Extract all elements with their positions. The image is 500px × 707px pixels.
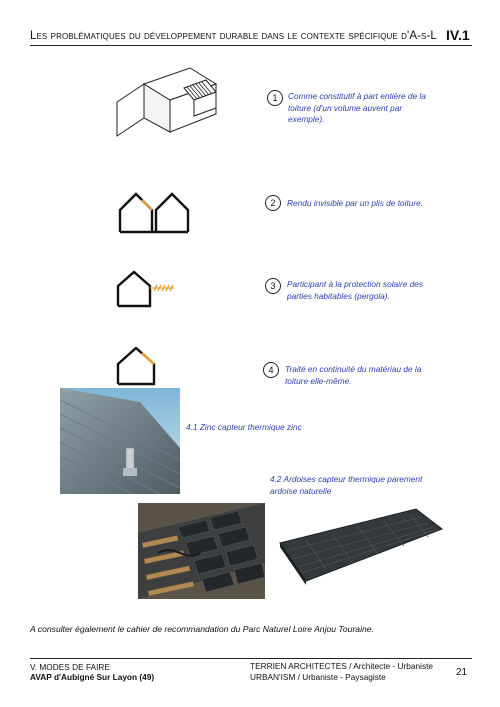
diagram-roof-fold [116,190,192,234]
header-rule [30,45,472,46]
page-number: 21 [456,667,468,678]
photo-caption-ardoise: 4.2 Ardoises capteur thermique parement ardoise naturelle [270,474,423,496]
footer-section: V. MODES DE FAIRE [30,662,110,672]
item-number-3: 3 [265,278,281,294]
item-text-1: Comme constitutif à part entière de la toiture (d'un volume auvent par exemple). [288,91,426,124]
reference-note: A consulter également le cahier de recommandation du Parc Naturel Loire Anjou Touraine. [30,624,374,634]
diagram-roof-continuity [114,344,164,386]
section-code: IV.1 [446,27,470,43]
photo-slate-panel [276,503,446,587]
footer-rule [30,658,472,659]
item-number-1: 1 [267,90,283,106]
photo-zinc-roof [60,388,180,494]
item-number-2: 2 [265,195,281,211]
footer-firm-1: TERRIEN ARCHITECTES / Architecte - Urbaniste [250,661,434,671]
item-number-4: 4 [263,362,279,378]
item-text-4: Traité en continuité du matériau de la toiture elle-même. [285,364,422,386]
diagram-house-auvent [112,62,222,148]
photo-caption-zinc: 4.1 Zinc capteur thermique zinc [186,422,302,432]
footer-firm-2: URBAN'ISM / Urbaniste - Paysagiste [250,672,386,682]
item-text-2: Rendu invisible par un plis de toiture. [287,198,424,208]
footer-document: AVAP d'Aubigné Sur Layon (49) [30,672,155,682]
photo-slate-installation [138,503,265,599]
header-title: Les problématiques du développement durable dans le contexte spécifique d'A-s-L [30,30,437,42]
diagram-pergola [114,268,178,308]
item-text-3: Participant à la protection solaire des parties habitables (pergola). [287,279,424,301]
